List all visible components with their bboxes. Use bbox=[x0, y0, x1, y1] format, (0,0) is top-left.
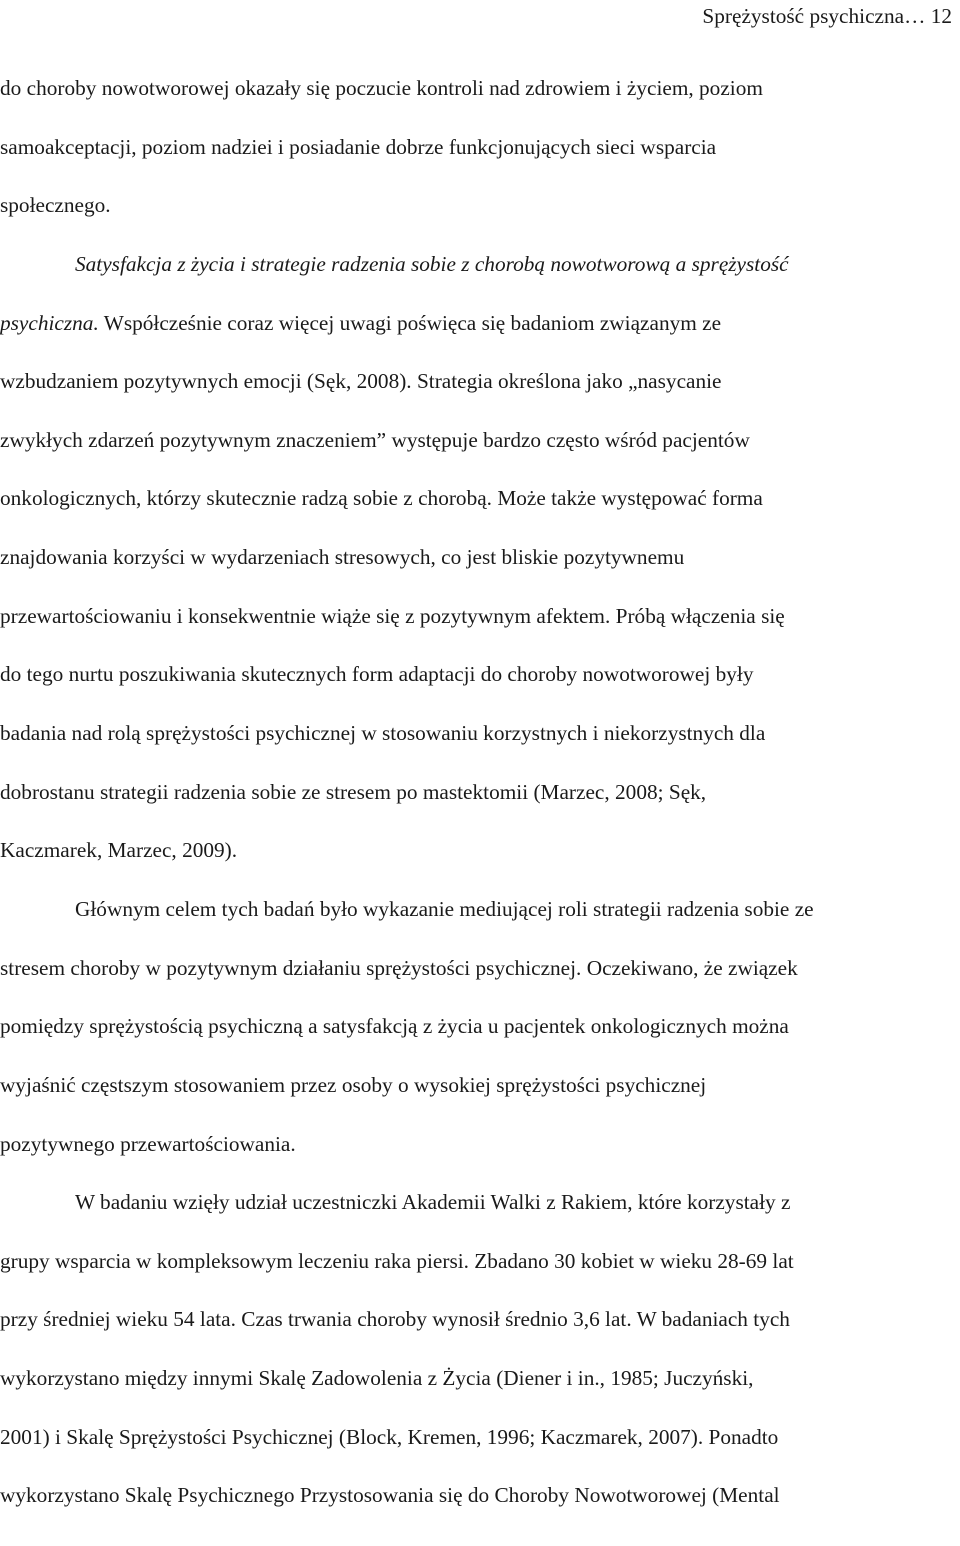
text-line: grupy wsparcia w kompleksowym leczeniu raka piersi. Zbadano 30 kobiet w wieku 28-69 lat bbox=[0, 1248, 794, 1273]
body-text bbox=[0, 68, 960, 1534]
text-line: wykorzystano między innymi Skalę Zadowolenia z Życia (Diener i in., 1985; Juczyński, bbox=[0, 1366, 754, 1391]
paragraph-start: Współcześnie coraz więcej uwagi poświęca się badaniom związanym ze bbox=[98, 310, 722, 335]
paragraph-first-line: Głównym celem tych badań było wykazanie mediującej roli strategii radzenia sobie ze bbox=[75, 896, 814, 921]
text-line: do tego nurtu poszukiwania skutecznych form adaptacji do choroby nowotworowej były bbox=[0, 662, 754, 687]
heading-continuation-line bbox=[0, 303, 960, 362]
text-line: społecznego. bbox=[0, 193, 111, 218]
text-line: onkologicznych, którzy skutecznie radzą sobie z chorobą. Może także występować forma bbox=[0, 486, 763, 511]
text-line: zwykłych zdarzeń pozytywnym znaczeniem” występuje bardzo często wśród pacjentów bbox=[0, 427, 750, 452]
paragraph-first-line: W badaniu wzięły udział uczestniczki Akademii Walki z Rakiem, które korzystały z bbox=[75, 1190, 791, 1215]
running-title: Sprężystość psychiczna… bbox=[702, 4, 926, 28]
text-line: wyjaśnić częstszym stosowaniem przez osoby o wysokiej sprężystości psychicznej bbox=[0, 1072, 707, 1097]
text-line: wzbudzaniem pozytywnych emocji (Sęk, 2008). Strategia określona jako „nasycanie bbox=[0, 369, 722, 394]
text-line: do choroby nowotworowej okazały się poczucie kontroli nad zdrowiem i życiem, poziom bbox=[0, 76, 763, 100]
text-line: Kaczmarek, Marzec, 2009). bbox=[0, 838, 238, 863]
section-heading-end: psychiczna. bbox=[0, 310, 99, 335]
text-line: wykorzystano Skalę Psychicznego Przystosowania się do Choroby Nowotworowej (Mental bbox=[0, 1483, 780, 1508]
text-line: 2001) i Skalę Sprężystości Psychicznej (Block, Kremen, 1996; Kaczmarek, 2007). Ponadto bbox=[0, 1424, 779, 1449]
section-heading: Satysfakcja z życia i strategie radzenia sobie z chorobą nowotworową a sprężystość bbox=[75, 251, 789, 276]
text-line: dobrostanu strategii radzenia sobie ze stresem po mastektomii (Marzec, 2008; Sęk, bbox=[0, 779, 707, 804]
text-line: pozytywnego przewartościowania. bbox=[0, 1131, 296, 1156]
page-number: 12 bbox=[930, 4, 952, 28]
text-line: pomiędzy sprężystością psychiczną a satysfakcją z życia u pacjentek onkologicznych można bbox=[0, 1014, 789, 1039]
text-line: badania nad rolą sprężystości psychicznej w stosowaniu korzystnych i niekorzystnych dla bbox=[0, 721, 766, 746]
text-line: znajdowania korzyści w wydarzeniach stresowych, co jest bliskie pozytywnemu bbox=[0, 545, 685, 570]
text-line: przewartościowaniu i konsekwentnie wiąże się z pozytywnym afektem. Próbą włączenia się bbox=[0, 603, 785, 628]
text-line: przy średniej wieku 54 lata. Czas trwania choroby wynosił średnio 3,6 lat. W badaniach tych bbox=[0, 1307, 790, 1332]
text-line: stresem choroby w pozytywnym działaniu sprężystości psychicznej. Oczekiwano, że związek bbox=[0, 955, 798, 980]
running-header bbox=[702, 4, 952, 29]
text-line: samoakceptacji, poziom nadziei i posiadanie dobrze funkcjonujących sieci wsparcia bbox=[0, 134, 717, 159]
